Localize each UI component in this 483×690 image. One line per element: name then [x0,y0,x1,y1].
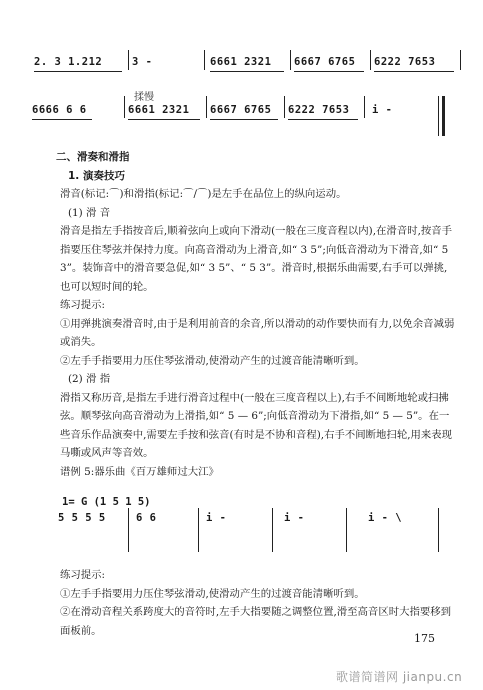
barline [370,50,371,70]
barline [290,50,291,70]
paragraph: 滑音是指左手指按音后,顺着弦向上或向下滑动(一般在三度音程以内),在滑音时,按音手指要压住琴弦并保持力度。向高音滑动为上滑音,如“ 3 5”;向低音滑动为下滑音,如“ 5 3”。装饰音中的滑音要急促,如“ 3 5”、“ 5 3”。滑音时,根据乐曲需要,右手可以弹挑,也可以短时间的轮。 [60,225,453,293]
measure: i - \ [368,512,403,524]
technique-label: 揉慢 [134,92,154,103]
barline [204,50,205,70]
measure: 6222 7653 [374,56,436,68]
measure: i - [206,512,227,524]
page-number: 175 [414,632,435,645]
example-5-notation [56,512,463,542]
notation-row-2 [28,104,463,134]
notation-row-1 [28,56,463,86]
item-title: (1) 滑 音 [68,206,111,219]
text-section-1 [56,148,455,481]
barline [124,96,125,118]
measure: 5 5 5 5 [58,512,106,524]
measure: 6667 6765 [294,56,356,68]
measure: i - [372,104,393,116]
barline [128,508,129,552]
watermark-text: 歌谱简谱网 jianpu.cn [336,670,463,684]
barline [284,96,285,118]
subsection-title: 1. 演奏技巧 [68,169,125,182]
paragraph: 滑指又称历音,是指左手进行滑音过程中(一般在三度音程以上),右手不间断地轮或扫拂弦。顺琴弦向高音滑动为上滑指,如“ 5 — 6”;向低音滑动为下滑指,如“ 5 — 5”。在一些音乐作品演奏中,需要左手按和弦音(有时是不协和音程),右手不间断地扫轮,用来表现马嘶或风声等音效。 [60,391,453,459]
barline [206,96,207,118]
beam-line [288,119,358,120]
measure: 6666 6 6 [32,104,87,116]
tip-item: ②左手手指要用力压住琴弦滑动,使滑动产生的过渡音能清晰听到。 [60,354,365,367]
measure: 2. 3 1.212 [34,56,103,68]
barline [346,508,347,552]
barline [198,508,199,552]
beam-line [294,71,364,72]
beam-line [374,71,454,72]
text-section-2 [60,566,455,640]
barline [460,50,461,70]
beam-line [210,119,278,120]
example-title: 谱例 5:器乐曲《百万雄师过大江》 [60,465,219,478]
tip-item: ①左手手指要用力压住琴弦滑动,使滑动产生的过渡音能清晰听到。 [60,587,365,600]
beam-line [34,71,122,72]
final-barline [442,96,445,136]
barline [438,96,439,136]
measure: i - [284,512,305,524]
item-title: (2) 滑 指 [68,373,111,385]
section-title: 二、滑奏和滑指 [56,151,130,163]
beam-line [128,119,200,120]
barline [272,508,273,552]
tip-item: ①用弹挑演奏滑音时,由于是利用前音的余音,所以滑动的动作要快而有力,以免余音减弱或消失。 [60,317,455,348]
barline [128,50,129,70]
beam-line [210,71,284,72]
beam-line [32,119,92,120]
measure: 6661 2321 [210,56,272,68]
measure: 6667 6765 [210,104,272,116]
key-signature: 1= G (1 5 1 5) [62,496,151,508]
tip-item: ②在滑动音程关系跨度大的音符时,左手大指要随之调整位置,滑至高音区时大指要移到面板前。 [60,606,452,637]
barline [364,96,365,118]
measure: 6661 2321 [128,104,190,116]
measure: 6 6 [136,512,157,524]
barline [438,508,439,552]
measure: 6222 7653 [288,104,350,116]
tips-title: 练习提示: [60,569,106,581]
intro-paragraph: 滑音(标记:⌒)和滑指(标记:⌒/⌒)是左手在品位上的纵向运动。 [60,188,347,200]
measure: 3 - [132,56,153,68]
tips-title: 练习提示: [60,299,106,311]
